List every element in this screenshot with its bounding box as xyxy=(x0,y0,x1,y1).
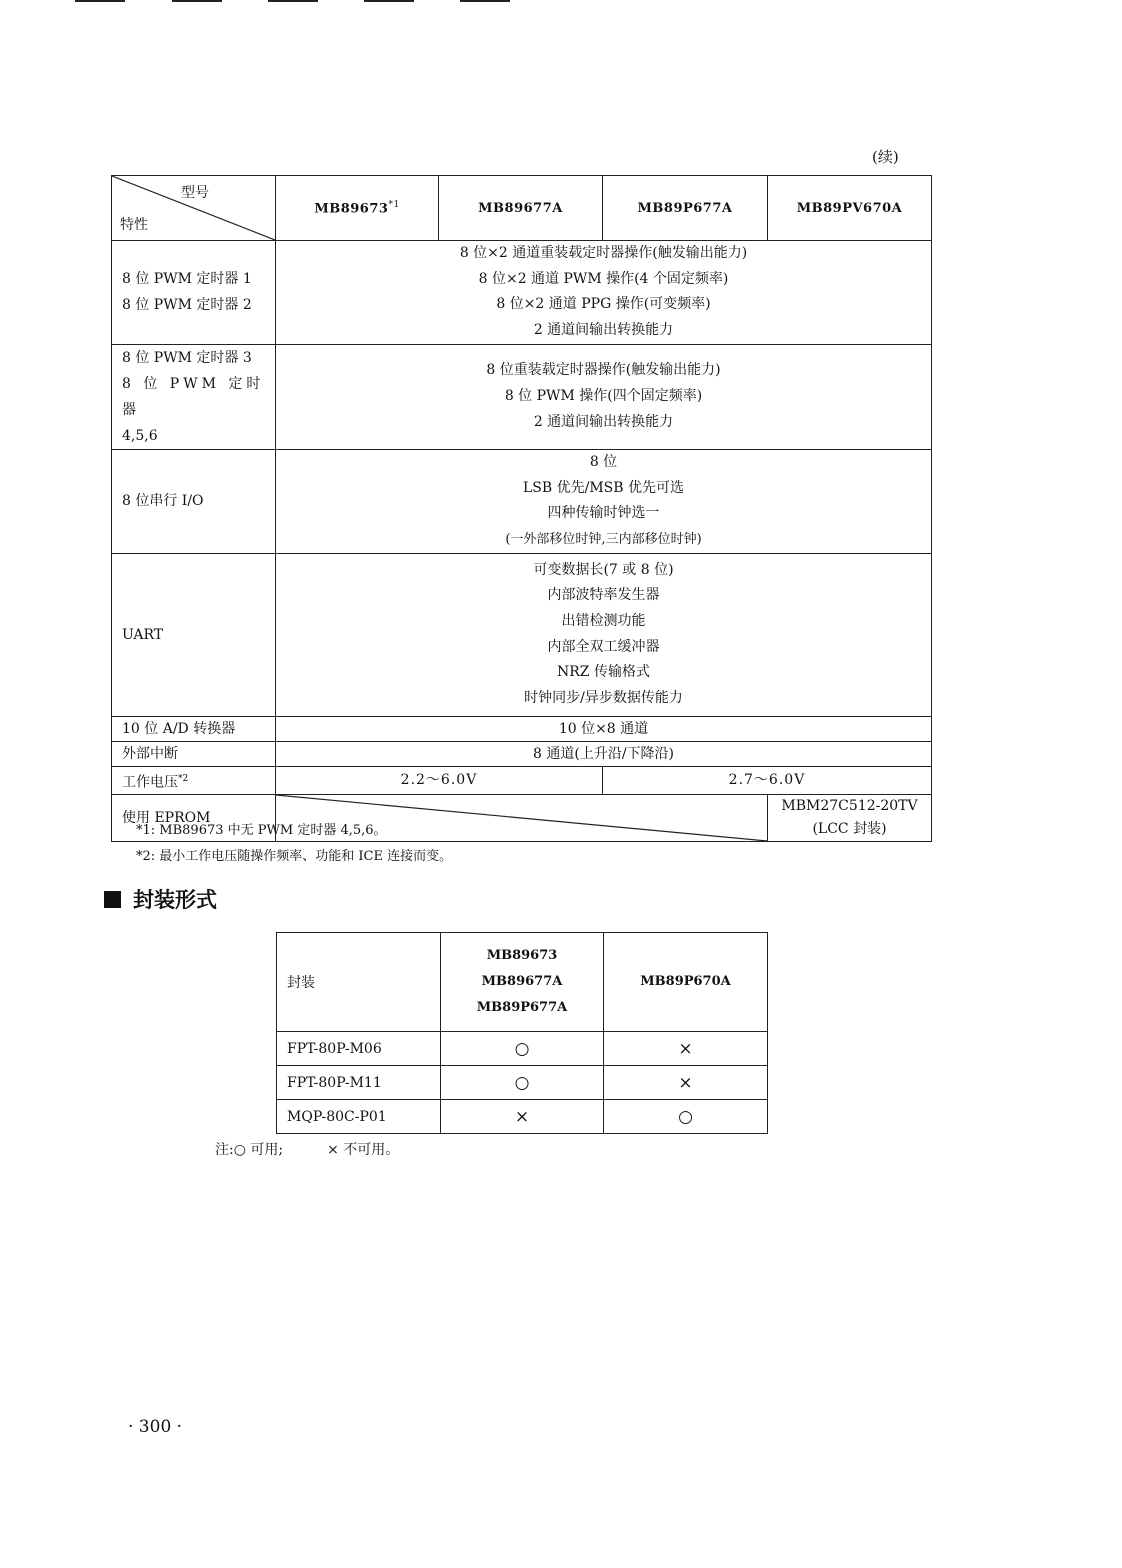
spec-table xyxy=(111,175,932,842)
package-legend xyxy=(215,1139,399,1159)
description-cell: 8 位重装载定时器操作(触发输出能力) 8 位 PWM 操作(四个固定频率) 2 通道间输出转换能力 xyxy=(276,344,932,449)
package-row xyxy=(277,1032,768,1066)
description-cell: 可变数据长(7 或 8 位) 内部波特率发生器 出错检测功能 内部全双工缓冲器 NRZ 传输格式 时钟同步/异步数据传能力 xyxy=(276,553,932,716)
section-heading: 封装形式 xyxy=(104,884,217,914)
black-square-icon xyxy=(104,891,121,908)
page-number: · 300 · xyxy=(128,1417,183,1437)
feature-heading: 特性 xyxy=(120,217,148,233)
eprom-value-cell: MBM27C512-20TV (LCC 封装) xyxy=(768,795,932,842)
description-cell: 10 位×8 通道 xyxy=(276,716,932,741)
model-header-mb89pv670a: MB89PV670A xyxy=(768,176,932,241)
row-serial-io xyxy=(112,449,932,553)
availability-mark: × xyxy=(441,1100,604,1134)
diagonal-header-cell xyxy=(112,176,276,241)
voltage-left-cell: 2.2～6.0V xyxy=(276,766,603,795)
availability-mark: × xyxy=(604,1066,768,1100)
row-external-interrupt xyxy=(112,741,932,766)
footnote-2: *2: 最小工作电压随操作频率、功能和 ICE 连接而变。 xyxy=(136,849,453,864)
feature-cell: UART xyxy=(112,553,276,716)
feature-cell: 8 位串行 I/O xyxy=(112,449,276,553)
feature-cell: 使用 EPROM xyxy=(112,795,276,842)
row-pwm-timer-1-2 xyxy=(112,241,932,345)
feature-cell: 外部中断 xyxy=(112,741,276,766)
availability-mark: ○ xyxy=(604,1100,768,1134)
feature-cell: 工作电压$^{*2}$ xyxy=(112,766,276,795)
package-name: MQP-80C-P01 xyxy=(277,1100,441,1134)
feature-cell: 10 位 A/D 转换器 xyxy=(112,716,276,741)
top-rule-4 xyxy=(364,0,414,2)
row-operating-voltage xyxy=(112,766,932,795)
availability-mark: ○ xyxy=(441,1032,604,1066)
model-heading: 型号 xyxy=(181,185,209,201)
description-cell: 8 位 LSB 优先/MSB 优先可选 四种传输时钟选一 (一外部移位时钟,三内部移位时钟) xyxy=(276,449,932,553)
top-rule-3 xyxy=(268,0,318,2)
package-row xyxy=(277,1066,768,1100)
continued-label: (续) xyxy=(872,148,899,166)
legend-unavailable: × 不可用。 xyxy=(327,1142,400,1158)
availability-mark: ○ xyxy=(441,1066,604,1100)
feature-cell: 8 位 PWM 定时器 3 8 位 PWM 定时器 4,5,6 xyxy=(112,344,276,449)
package-row xyxy=(277,1100,768,1134)
legend-available: 注:○ 可用; xyxy=(215,1142,284,1158)
top-rule-1 xyxy=(75,0,125,2)
footnote-1: *1: MB89673 中无 PWM 定时器 4,5,6。 xyxy=(136,823,387,838)
package-name: FPT-80P-M11 xyxy=(277,1066,441,1100)
model-header-mb89p677a: MB89P677A xyxy=(603,176,768,241)
package-models-col2: MB89P670A xyxy=(604,933,768,1032)
model-header-mb89673: MB89673$^{*1}$ xyxy=(276,176,439,241)
feature-cell: 8 位 PWM 定时器 1 8 位 PWM 定时器 2 xyxy=(112,241,276,345)
footnotes xyxy=(136,818,452,870)
top-rule-2 xyxy=(172,0,222,2)
row-pwm-timer-3-6 xyxy=(112,344,932,449)
package-name: FPT-80P-M06 xyxy=(277,1032,441,1066)
spec-header-row xyxy=(112,176,932,241)
description-cell: 8 通道(上升沿/下降沿) xyxy=(276,741,932,766)
package-models-col1: MB89673 MB89677A MB89P677A xyxy=(441,933,604,1032)
row-uart xyxy=(112,553,932,716)
model-header-mb89677a: MB89677A xyxy=(439,176,603,241)
availability-mark: × xyxy=(604,1032,768,1066)
description-cell: 8 位×2 通道重装载定时器操作(触发输出能力) 8 位×2 通道 PWM 操作(4 个固定频率) 8 位×2 通道 PPG 操作(可变频率) 2 通道间输出转换能力 xyxy=(276,241,932,345)
package-table xyxy=(276,932,768,1134)
footnote-mark-2: *2 xyxy=(178,773,189,784)
package-header-row xyxy=(277,933,768,1032)
voltage-right-cell: 2.7～6.0V xyxy=(603,766,932,795)
top-rule-5 xyxy=(460,0,510,2)
footnote-mark-1: *1 xyxy=(388,199,400,210)
package-heading: 封装 xyxy=(277,933,441,1032)
row-ad-converter xyxy=(112,716,932,741)
